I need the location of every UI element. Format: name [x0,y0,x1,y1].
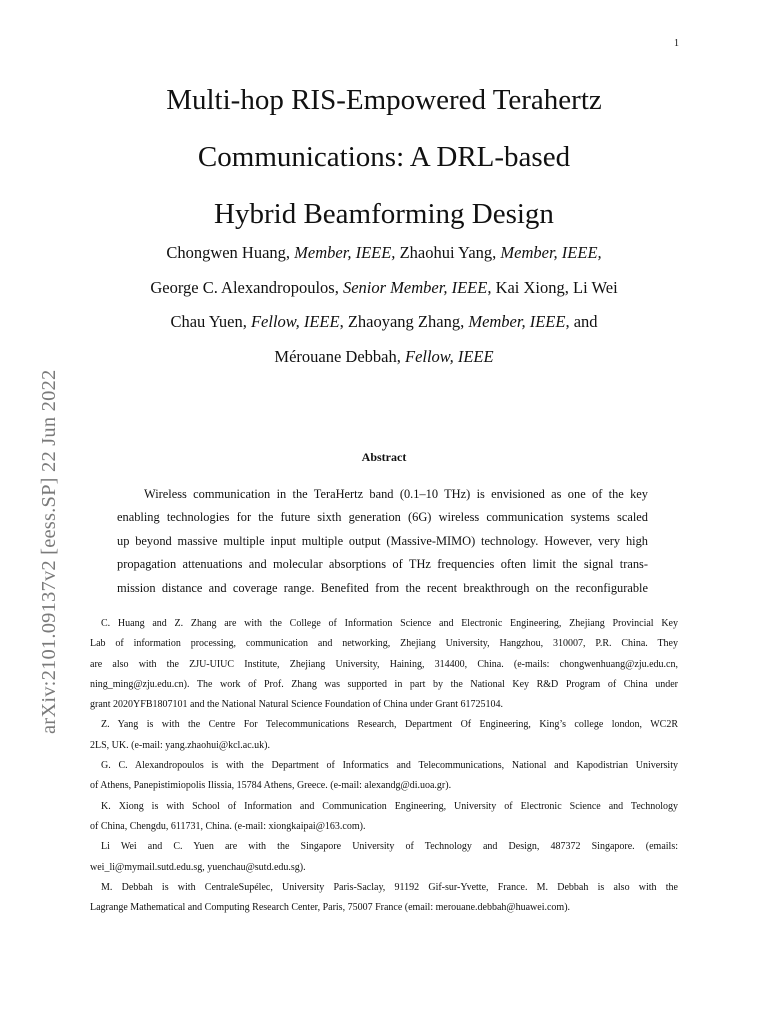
author-name: Zhaohui Yang, [395,243,501,262]
abstract-line: up beyond massive multiple input multiple output (Massive-MIMO) technology. However, very high [117,533,648,548]
abstract-line: propagation attenuations and molecular absorptions of THz frequencies often limit the signal trans- [117,557,648,572]
paper-title [100,72,668,243]
author-line-4 [80,340,688,375]
footnote-line: K. Xiong is with School of Information and Communication Engineering, University of Electronic Science and Technology [101,800,678,812]
footnote-line: of Athens, Panepistimiopolis Ilissia, 15784 Athens, Greece. (e-mail: alexandg@di.uoa.gr). [90,780,452,792]
footnote-line: ning_ming@zju.edu.cn). The work of Prof. Zhang was supported in part by the National Key R&D Program of China under [90,678,678,690]
author-role: Member, IEEE [468,312,566,331]
footnote-wei-yuen [90,837,678,878]
footnote-line: Li Wei and C. Yuen are with the Singapore University of Technology and Design, 487372 Singapore. (emails: [101,841,678,853]
author-role: Member, IEEE, [500,243,602,262]
abstract-line: Wireless communication in the TeraHertz band (0.1–10 THz) is envisioned as one of the key [144,487,648,501]
footnote-line: G. C. Alexandropoulos is with the Department of Informatics and Telecommunications, National and Kapodistrian University [101,760,678,772]
author-name: , and [565,312,598,331]
author-name: , Zhaoyang Zhang, [339,312,469,331]
author-role: Senior Member, IEEE [342,277,488,297]
author-name: Mérouane Debbah, [274,346,405,366]
footnote-yang [90,715,678,756]
footnote-line: of China, Chengdu, 611731, China. (e-mail: xiongkaipai@163.com). [90,820,366,832]
author-affiliation-footnotes [90,614,678,918]
author-name: , Kai Xiong, Li Wei [487,277,618,297]
author-role: Fellow, IEEE [404,346,494,366]
author-role: Member, IEEE, [294,243,396,262]
abstract-line: enabling technologies for the future sixth generation (6G) wireless communication systems scaled [117,510,648,525]
footnote-line: are also with the ZJU-UIUC Institute, Zhejiang University, Haining, 314400, China. (e-mails: chongwenhuang@zju.edu.cn, [90,658,678,670]
title-line-3: Hybrid Beamforming Design [214,198,554,230]
footnote-debbah [90,878,678,919]
footnote-line: Lagrange Mathematical and Computing Research Center, Paris, 75007 France (email: merouane.debbah@huawei.com). [90,902,571,914]
author-line-3 [80,305,688,340]
footnote-line: grant 2020YFB1807101 and the National Natural Science Foundation of China under Grant 61725104. [90,699,503,711]
footnote-line: M. Debbah is with CentraleSupélec, University Paris-Saclay, 91192 Gif-sur-Yvette, France. M. Debbah is also with the [101,881,678,893]
footnote-huang-zhang [90,614,678,715]
author-list [80,236,688,374]
footnote-xiong [90,797,678,838]
footnote-line: 2LS, UK. (e-mail: yang.zhaohui@kcl.ac.uk). [90,739,270,751]
author-role: Fellow, IEEE [250,312,340,331]
title-line-1: Multi-hop RIS-Empowered Terahertz [166,84,602,116]
footnote-line: C. Huang and Z. Zhang are with the College of Information Science and Electronic Engineering, Zhejiang Provincial Key [101,618,678,629]
footnote-alexandropoulos [90,756,678,797]
author-name: George C. Alexandropoulos, [150,277,343,297]
abstract-line: mission distance and coverage range. Benefited from the recent breakthrough on the reconfigurable [117,580,648,595]
footnote-line: Z. Yang is with the Centre For Telecommunications Research, Department Of Engineering, King’s college london, WC2R [101,719,678,731]
page-number: 1 [674,38,679,49]
footnote-line: wei_li@mymail.sutd.edu.sg, yuenchau@sutd.edu.sg). [90,861,306,873]
author-line-2 [80,271,688,306]
abstract-body [117,483,648,600]
title-line-2: Communications: A DRL-based [197,141,571,173]
abstract-heading: Abstract [361,450,407,464]
footnote-line: Lab of information processing, communication and networking, Zhejiang University, Hangzhou, 310007, P.R. China. They [90,638,678,650]
arxiv-identifier[interactable]: arXiv:2101.09137v2 [eess.SP] 22 Jun 2022 [38,369,60,734]
author-name: Chau Yuen, [170,312,251,331]
author-line-1 [80,236,688,271]
author-name: Chongwen Huang, [166,243,295,262]
